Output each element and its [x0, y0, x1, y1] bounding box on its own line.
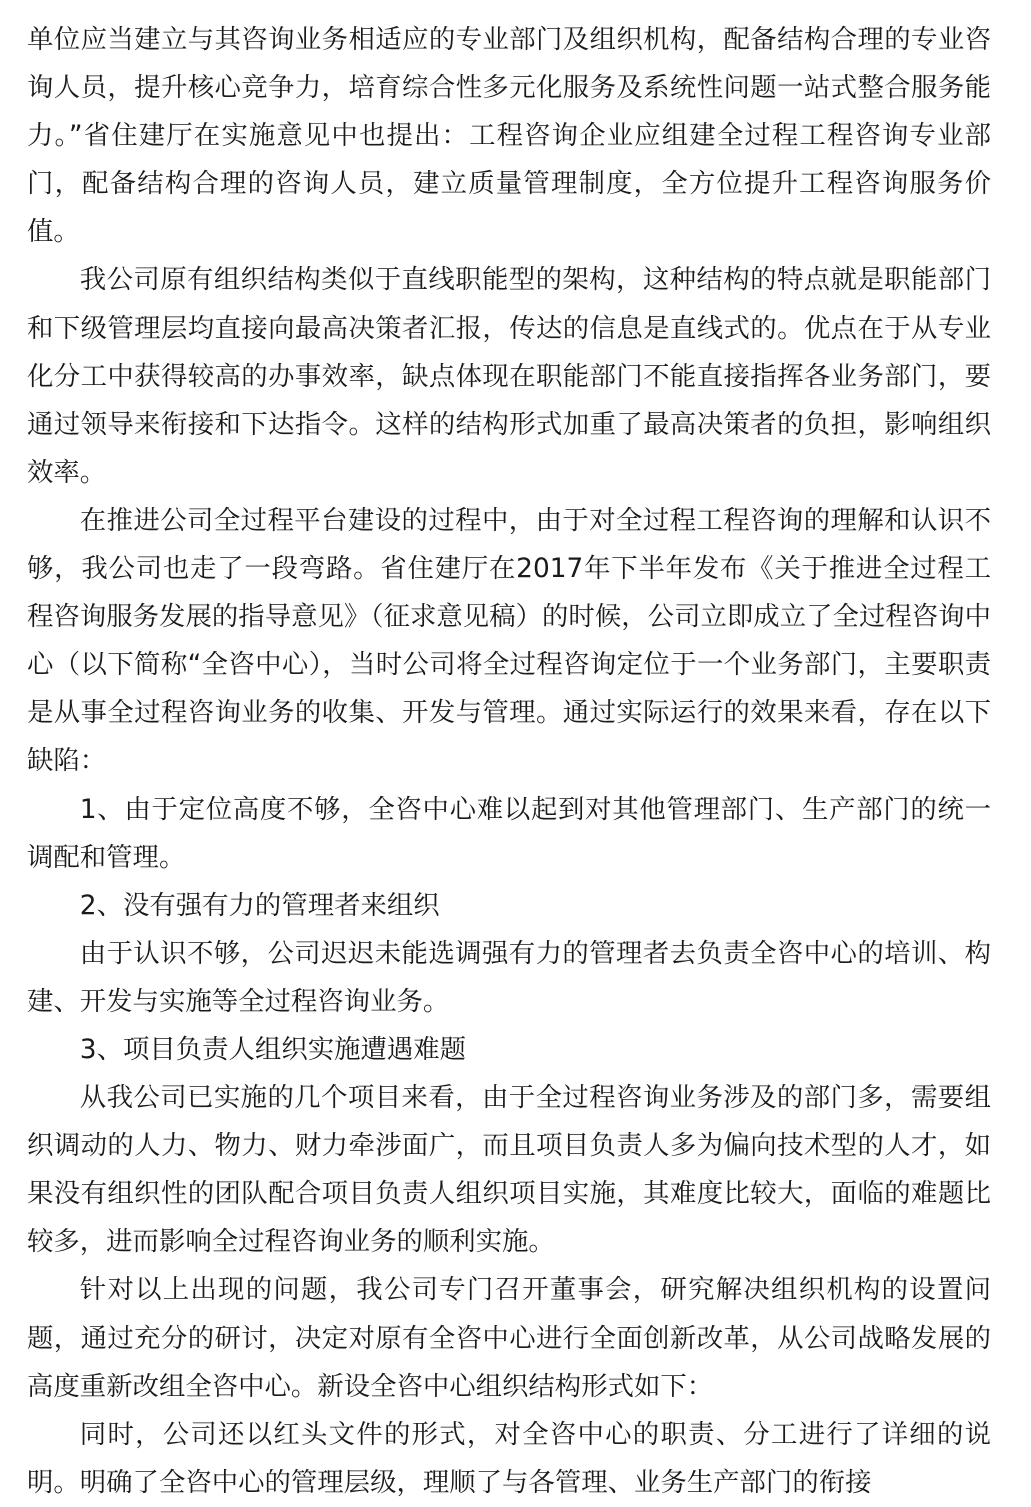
paragraph-original-structure: 我公司原有组织结构类似于直线职能型的架构，这种结构的特点就是职能部门和下级管理层均直接向最高决策者汇报，传达的信息是直线式的。优点在于从专业化分工中获得较高的办事效率，缺点体现在职能部门不能直接指挥各业务部门，要通过领导来衔接和下达指令。这样的结构形式加重了最高决策者的负担，影响组织效率。	[27, 264, 991, 488]
document-page	[27, 16, 991, 1507]
list-item-defect-3-heading: 3、项目负责人组织实施遭遇难题	[79, 1033, 467, 1065]
paragraph-board-reform: 针对以上出现的问题，我公司专门召开董事会，研究解决组织机构的设置问题，通过充分的研讨，决定对原有全咨中心进行全面创新改革，从公司战略发展的高度重新改组全咨中心。新设全咨中心组织结构形式如下：	[27, 1274, 991, 1402]
list-item-defect-1: 1、由于定位高度不够，全咨中心难以起到对其他管理部门、生产部门的统一调配和管理。	[27, 793, 991, 873]
paragraph-continuation: 单位应当建立与其咨询业务相适应的专业部门及组织机构，配备结构合理的专业咨询人员，提升核心竞争力，培育综合性多元化服务及系统性问题一站式整合服务能力。”省住建厅在实施意见中也提出：工程咨询企业应组建全过程工程咨询专业部门，配备结构合理的咨询人员，建立质量管理制度，全方位提升工程咨询服务价值。	[27, 24, 991, 248]
paragraph-platform-construction: 在推进公司全过程平台建设的过程中，由于对全过程工程咨询的理解和认识不够，我公司也走了一段弯路。省住建厅在2017年下半年发布《关于推进全过程工程咨询服务发展的指导意见》（征求意见稿）的时候，公司立即成立了全过程咨询中心（以下简称“全咨中心），当时公司将全过程咨询定位于一个业务部门，主要职责是从事全过程咨询业务的收集、开发与管理。通过实际运行的效果来看，存在以下缺陷：	[27, 504, 991, 777]
paragraph-red-header-document: 同时，公司还以红头文件的形式，对全咨中心的职责、分工进行了详细的说明。明确了全咨中心的管理层级，理顺了与各管理、业务生产部门的衔接	[27, 1418, 991, 1498]
paragraph-defect-2-body: 由于认识不够，公司迟迟未能选调强有力的管理者去负责全咨中心的培训、构建、开发与实施等全过程咨询业务。	[27, 937, 991, 1017]
paragraph-defect-3-body: 从我公司已实施的几个项目来看，由于全过程咨询业务涉及的部门多，需要组织调动的人力、物力、财力牵涉面广，而且项目负责人多为偏向技术型的人才，如果没有组织性的团队配合项目负责人组织项目实施，其难度比较大，面临的难题比较多，进而影响全过程咨询业务的顺利实施。	[27, 1082, 991, 1258]
list-item-defect-2-heading: 2、没有强有力的管理者来组织	[79, 889, 440, 921]
